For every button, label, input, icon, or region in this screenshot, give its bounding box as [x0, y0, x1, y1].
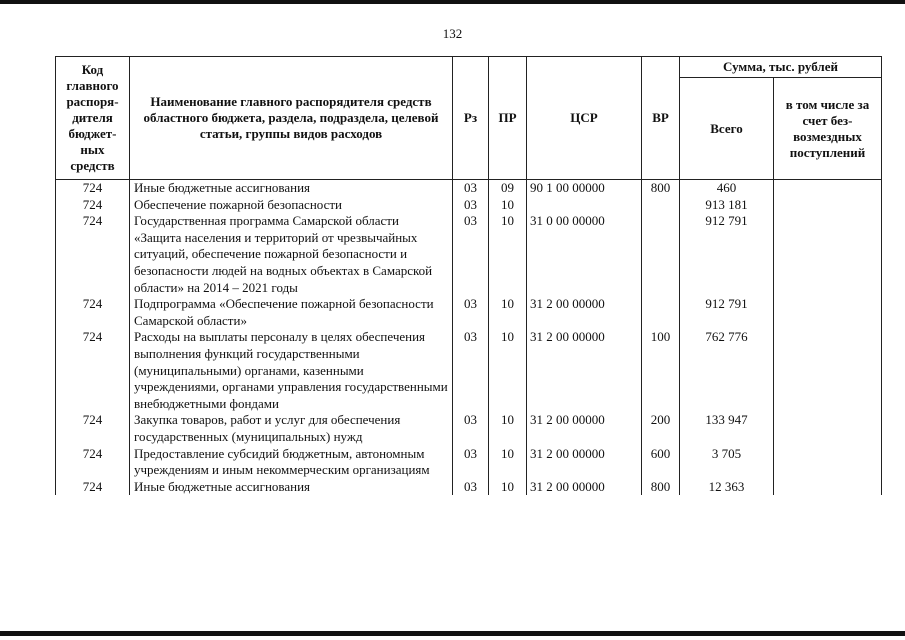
cell-rz: 03: [453, 446, 489, 479]
budget-table: [55, 56, 882, 495]
cell-total: 762 776: [680, 329, 774, 412]
header-vr: ВР: [642, 57, 680, 180]
cell-name: Расходы на выплаты персоналу в целях обеспечения выполнения функций государственными (муниципальными) органами, казенными учреждениями, органами управления государственными внебюджетными фондами: [130, 329, 453, 412]
cell-csr: 31 2 00 00000: [527, 479, 642, 496]
page-number: 132: [442, 26, 463, 41]
cell-total: 12 363: [680, 479, 774, 496]
top-border-rule: [0, 0, 905, 4]
cell-total: 913 181: [680, 197, 774, 214]
cell-pr: 10: [489, 412, 527, 445]
cell-total: 912 791: [680, 213, 774, 296]
cell-pr: 09: [489, 180, 527, 197]
cell-free: [774, 446, 882, 479]
cell-csr: 31 2 00 00000: [527, 446, 642, 479]
cell-vr: [642, 197, 680, 214]
header-free-receipts: в том числе за счет без-возмездных поступлений: [774, 78, 882, 180]
cell-vr: 600: [642, 446, 680, 479]
cell-code: 724: [56, 329, 130, 412]
cell-free: [774, 329, 882, 412]
cell-code: 724: [56, 180, 130, 197]
table-row: [56, 180, 882, 197]
cell-name: Закупка товаров, работ и услуг для обеспечения государственных (муниципальных) нужд: [130, 412, 453, 445]
cell-total: 3 705: [680, 446, 774, 479]
cell-total: 133 947: [680, 412, 774, 445]
cell-free: [774, 180, 882, 197]
cell-name: Иные бюджетные ассигнования: [130, 479, 453, 496]
table-row: [56, 329, 882, 412]
cell-vr: 800: [642, 479, 680, 496]
bottom-border-rule: [0, 631, 905, 636]
table-row: [56, 296, 882, 329]
cell-pr: 10: [489, 197, 527, 214]
table-row: [56, 197, 882, 214]
cell-rz: 03: [453, 197, 489, 214]
table-row: [56, 213, 882, 296]
cell-vr: 100: [642, 329, 680, 412]
header-csr: ЦСР: [527, 57, 642, 180]
cell-free: [774, 296, 882, 329]
cell-rz: 03: [453, 412, 489, 445]
cell-name: Обеспечение пожарной безопасности: [130, 197, 453, 214]
cell-csr: 31 2 00 00000: [527, 329, 642, 412]
cell-vr: [642, 296, 680, 329]
cell-free: [774, 213, 882, 296]
cell-vr: 200: [642, 412, 680, 445]
table-row: [56, 479, 882, 496]
cell-rz: 03: [453, 329, 489, 412]
header-total: Всего: [680, 78, 774, 180]
cell-csr: 90 1 00 00000: [527, 180, 642, 197]
cell-vr: [642, 213, 680, 296]
cell-pr: 10: [489, 446, 527, 479]
cell-total: 912 791: [680, 296, 774, 329]
cell-csr: 31 2 00 00000: [527, 296, 642, 329]
cell-total: 460: [680, 180, 774, 197]
cell-rz: 03: [453, 213, 489, 296]
cell-pr: 10: [489, 296, 527, 329]
header-name: Наименование главного распорядителя средств областного бюджета, раздела, подраздела, целевой статьи, группы видов расходов: [130, 57, 453, 180]
cell-name: Государственная программа Самарской области «Защита населения и территорий от чрезвычайных ситуаций, обеспечение пожарной безопасности и безопасности людей на водных объектах в Самарской области» на 2014 – 2021 годы: [130, 213, 453, 296]
cell-pr: 10: [489, 329, 527, 412]
header-sum: Сумма, тыс. рублей: [680, 57, 882, 78]
cell-free: [774, 479, 882, 496]
header-pr: ПР: [489, 57, 527, 180]
table-row: [56, 446, 882, 479]
cell-code: 724: [56, 296, 130, 329]
cell-code: 724: [56, 213, 130, 296]
cell-rz: 03: [453, 296, 489, 329]
cell-csr: 31 0 00 00000: [527, 213, 642, 296]
cell-name: Подпрограмма «Обеспечение пожарной безопасности Самарской области»: [130, 296, 453, 329]
cell-name: Предоставление субсидий бюджетным, автономным учреждениям и иным некоммерческим организациям: [130, 446, 453, 479]
cell-code: 724: [56, 446, 130, 479]
header-code: Код главного распоря-дителя бюджет-ных средств: [56, 57, 130, 180]
cell-rz: 03: [453, 479, 489, 496]
cell-rz: 03: [453, 180, 489, 197]
cell-csr: [527, 197, 642, 214]
header-rz: Рз: [453, 57, 489, 180]
cell-pr: 10: [489, 479, 527, 496]
cell-code: 724: [56, 412, 130, 445]
cell-code: 724: [56, 479, 130, 496]
cell-code: 724: [56, 197, 130, 214]
table-row: [56, 412, 882, 445]
cell-pr: 10: [489, 213, 527, 296]
cell-free: [774, 412, 882, 445]
cell-csr: 31 2 00 00000: [527, 412, 642, 445]
cell-name: Иные бюджетные ассигнования: [130, 180, 453, 197]
cell-vr: 800: [642, 180, 680, 197]
cell-free: [774, 197, 882, 214]
